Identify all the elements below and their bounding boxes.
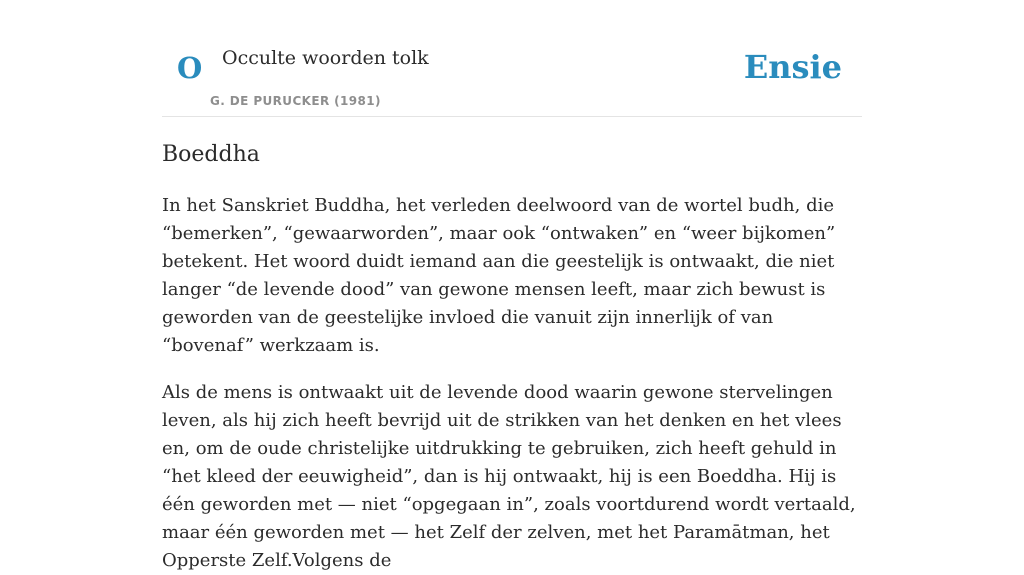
entry-content (162, 140, 862, 575)
book-header (162, 0, 862, 117)
book-initial: O (177, 51, 203, 85)
ensie-logo-link[interactable]: Ensie (743, 48, 842, 86)
entry-title: Boeddha (162, 142, 260, 167)
entry-paragraph-2: Als de mens is ontwaakt uit de levende dood waarin gewone stervelingen leven, als hij zich heeft bevrijd uit de strikken van het denken en het vlees en, om de oude christelijke uitdrukking te gebruiken, zich heeft gehuld in “het kleed der eeuwigheid”, dan is hij ontwaakt, hij is een Boeddha. Hij is één geworden met — niet “opgegaan in”, zoals voortdurend wordt vertaald, maar één geworden met — het Zelf der zelven, met het Paramātman, het Opperste Zelf.Volgens de (162, 382, 856, 571)
book-author: G. DE PURUCKER (1981) (210, 94, 381, 108)
book-title[interactable]: Occulte woorden tolk (222, 47, 429, 69)
entry-paragraph-1: In het Sanskriet Buddha, het verleden deelwoord van de wortel budh, die “bemerken”, “gewaarworden”, maar ook “ontwaken” en “weer bijkomen” betekent. Het woord duidt iemand aan die geestelijk is ontwaakt, die niet langer “de levende dood” van gewone mensen leeft, maar zich bewust is geworden van de geestelijke invloed die vanuit zijn innerlijk of van “bovenaf” werkzaam is. (162, 195, 836, 356)
